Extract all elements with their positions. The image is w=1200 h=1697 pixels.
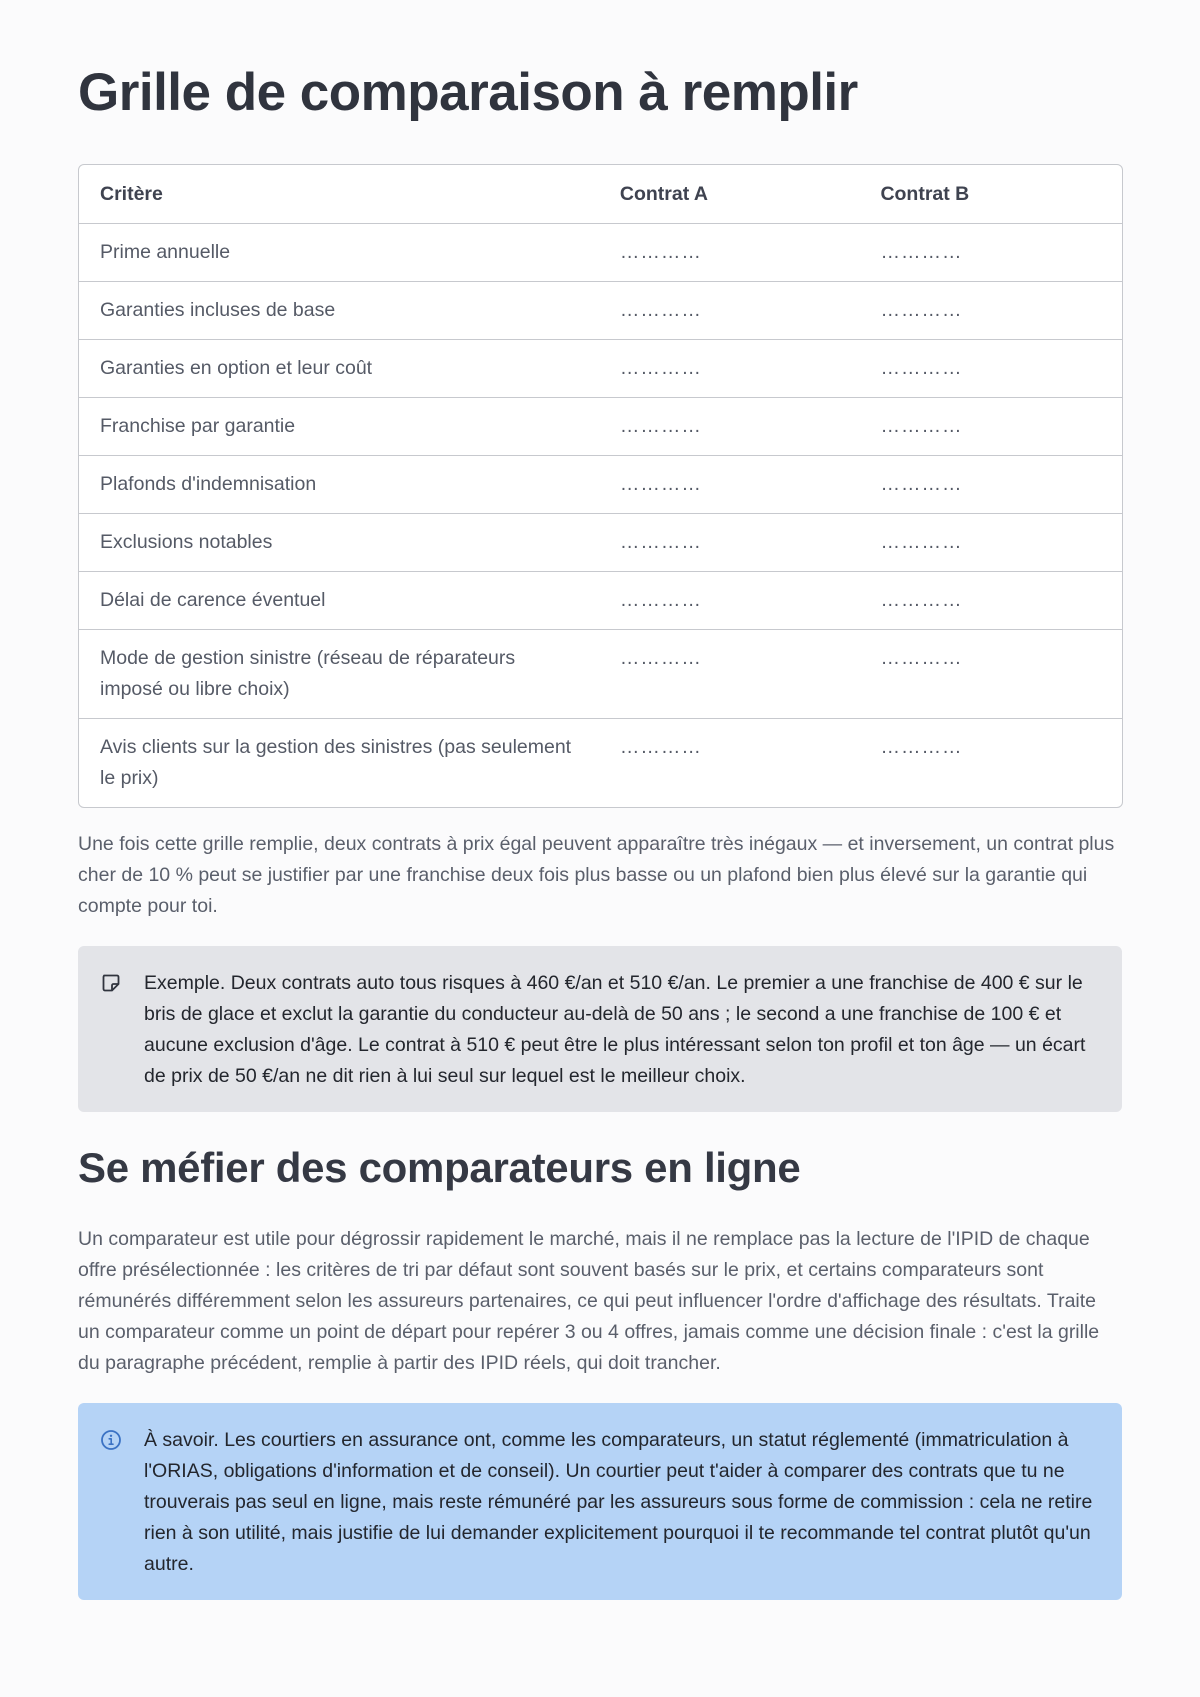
criterion-cell: Franchise par garantie xyxy=(79,398,599,456)
contract-a-blank: ………… xyxy=(619,736,702,758)
column-header-contract-b: Contrat B xyxy=(859,165,1122,224)
contract-b-blank: ………… xyxy=(880,736,963,758)
section-paragraph: Un comparateur est utile pour dégrossir rapidement le marché, mais il ne remplace pas la lecture de l'IPID de chaque offre présélectionnée : les critères de tri par défaut sont souvent basés sur le prix, et certains comparateurs sont rémunérés différemment selon les assureurs partenaires, ce qui peut influencer l'ordre d'affichage des résultats. Traite un comparateur comme un point de départ pour repérer 3 ou 4 offres, jamais comme une décision finale : c'est la grille du paragraphe précédent, remplie à partir des IPID réels, qui doit trancher. xyxy=(78,1228,1100,1374)
contract-b-blank: ………… xyxy=(859,514,1122,572)
example-callout xyxy=(78,946,1122,1112)
criterion-cell: Plafonds d'indemnisation xyxy=(79,456,599,514)
criterion-cell: Mode de gestion sinistre (réseau de réparateurs imposé ou libre choix) xyxy=(79,630,599,719)
table-row xyxy=(79,224,1122,282)
table-row xyxy=(79,398,1122,456)
contract-b-blank: ………… xyxy=(859,456,1122,514)
document-page xyxy=(78,58,1122,1600)
column-header-criterion: Critère xyxy=(79,165,599,224)
contract-b-blank: ………… xyxy=(859,630,1122,719)
contract-b-blank: ………… xyxy=(859,224,1122,282)
contract-b-blank: ………… xyxy=(859,572,1122,630)
contract-a-blank: ………… xyxy=(599,340,860,398)
contract-a-blank: ………… xyxy=(599,630,860,719)
criterion-cell: Garanties incluses de base xyxy=(79,282,599,340)
contract-a-blank: ………… xyxy=(599,282,860,340)
table-row xyxy=(79,282,1122,340)
comparison-table xyxy=(78,164,1123,808)
page-title: Grille de comparaison à remplir xyxy=(78,63,858,122)
table-row xyxy=(79,456,1122,514)
contract-a-blank: ………… xyxy=(599,224,860,282)
criterion-cell: Avis clients sur la gestion des sinistres (pas seulement le prix) xyxy=(100,736,572,789)
table-row xyxy=(79,572,1122,630)
info-callout xyxy=(78,1403,1122,1600)
contract-b-blank: ………… xyxy=(859,340,1122,398)
note-icon xyxy=(100,972,122,994)
criterion-cell: Garanties en option et leur coût xyxy=(79,340,599,398)
criterion-cell: Prime annuelle xyxy=(79,224,599,282)
table-explanation-paragraph: Une fois cette grille remplie, deux contrats à prix égal peuvent apparaître très inégaux — et inversement, un contrat plus cher de 10 % peut se justifier par une franchise deux fois plus basse ou un plafond bien plus élevé sur la garantie qui compte pour toi. xyxy=(78,833,1115,917)
contract-b-blank: ………… xyxy=(859,282,1122,340)
contract-a-blank: ………… xyxy=(599,456,860,514)
info-callout-text: À savoir. Les courtiers en assurance ont, comme les comparateurs, un statut réglementé (immatriculation à l'ORIAS, obligations d'information et de conseil). Un courtier peut t'aider à comparer des contrats que tu ne trouverais pas seul en ligne, mais reste rémunéré par les assureurs sous forme de commission : cela ne retire rien à son utilité, mais justifie de lui demander explicitement pourquoi il te recommande tel contrat plutôt qu'un autre. xyxy=(144,1429,1093,1575)
contract-a-blank: ………… xyxy=(599,514,860,572)
table-row xyxy=(79,340,1122,398)
table-row xyxy=(79,719,1122,807)
table-row xyxy=(79,514,1122,572)
contract-a-blank: ………… xyxy=(599,572,860,630)
contract-b-blank: ………… xyxy=(859,398,1122,456)
criterion-cell: Délai de carence éventuel xyxy=(79,572,599,630)
info-icon xyxy=(100,1429,122,1451)
criterion-cell: Exclusions notables xyxy=(79,514,599,572)
column-header-contract-a: Contrat A xyxy=(599,165,860,224)
contract-a-blank: ………… xyxy=(599,398,860,456)
table-header-row xyxy=(79,165,1122,224)
section-heading: Se méfier des comparateurs en ligne xyxy=(78,1144,801,1191)
example-callout-text: Exemple. Deux contrats auto tous risques à 460 €/an et 510 €/an. Le premier a une franchise de 400 € sur le bris de glace et exclut la garantie du conducteur au-delà de 50 ans ; le second a une franchise de 100 € et aucune exclusion d'âge. Le contrat à 510 € peut être le plus intéressant selon ton profil et ton âge — un écart de prix de 50 €/an ne dit rien à lui seul sur lequel est le meilleur choix. xyxy=(144,972,1086,1087)
table-row xyxy=(79,630,1122,719)
